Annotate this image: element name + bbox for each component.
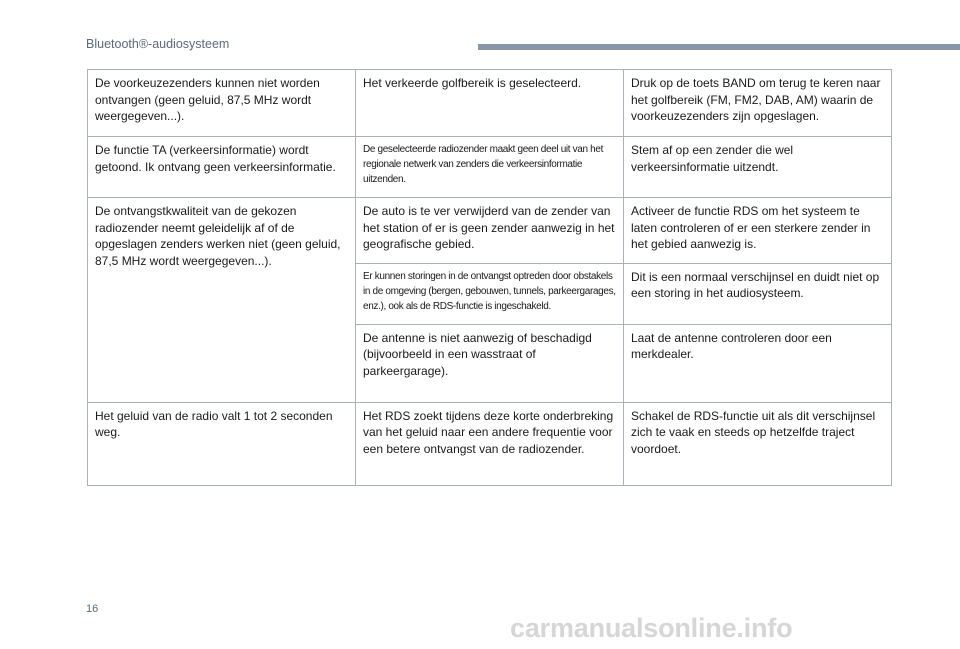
cause-cell: De geselecteerde radiozender maakt geen deel uit van het regionale netwerk van zenders die verkeersinformatie uitzenden.: [356, 137, 624, 198]
cause-cell: Het verkeerde golfbereik is geselecteerd.: [356, 70, 624, 137]
problem-cell: De voorkeuzezenders kunnen niet worden ontvangen (geen geluid, 87,5 MHz wordt weergegeven...).: [88, 70, 356, 137]
table-row: [88, 70, 892, 137]
table-row: [88, 198, 892, 264]
cause-cell: Het RDS zoekt tijdens deze korte onderbreking van het geluid naar een andere frequentie voor een betere ontvangst van de radiozender.: [356, 402, 624, 485]
header-accent-bar: [478, 44, 960, 50]
page-number: 16: [86, 603, 99, 615]
solution-cell: Stem af op een zender die wel verkeersinformatie uitzendt.: [624, 137, 892, 198]
solution-cell: Druk op de toets BAND om terug te keren naar het golfbereik (FM, FM2, DAB, AM) waarin de voorkeuzezenders zijn opgeslagen.: [624, 70, 892, 137]
problem-cell: De ontvangstkwaliteit van de gekozen radiozender neemt geleidelijk af of de opgeslagen zenders werken niet (geen geluid, 87,5 MHz wordt weergegeven...).: [88, 198, 356, 403]
cause-cell: De antenne is niet aanwezig of beschadigd (bijvoorbeeld in een wasstraat of parkeergarage).: [356, 324, 624, 402]
solution-cell: Schakel de RDS-functie uit als dit verschijnsel zich te vaak en steeds op hetzelfde traject voordoet.: [624, 402, 892, 485]
watermark: carmanualsonline.info: [510, 613, 793, 643]
table-row: [88, 402, 892, 485]
solution-cell: Activeer de functie RDS om het systeem te laten controleren of er een sterkere zender in het gebied aanwezig is.: [624, 198, 892, 264]
page-header-title: Bluetooth®-audiosysteem: [86, 37, 230, 51]
solution-cell: Dit is een normaal verschijnsel en duidt niet op een storing in het audiosysteem.: [624, 263, 892, 324]
problem-cell: De functie TA (verkeersinformatie) wordt getoond. Ik ontvang geen verkeersinformatie.: [88, 137, 356, 198]
troubleshooting-table: [87, 69, 892, 486]
table-row: [88, 137, 892, 198]
solution-cell: Laat de antenne controleren door een merkdealer.: [624, 324, 892, 402]
cause-cell: Er kunnen storingen in de ontvangst optreden door obstakels in de omgeving (bergen, gebouwen, tunnels, parkeergarages, enz.), ook als de RDS-functie is ingeschakeld.: [356, 263, 624, 324]
cause-cell: De auto is te ver verwijderd van de zender van het station of er is geen zender aanwezig in het geografische gebied.: [356, 198, 624, 264]
problem-cell: Het geluid van de radio valt 1 tot 2 seconden weg.: [88, 402, 356, 485]
